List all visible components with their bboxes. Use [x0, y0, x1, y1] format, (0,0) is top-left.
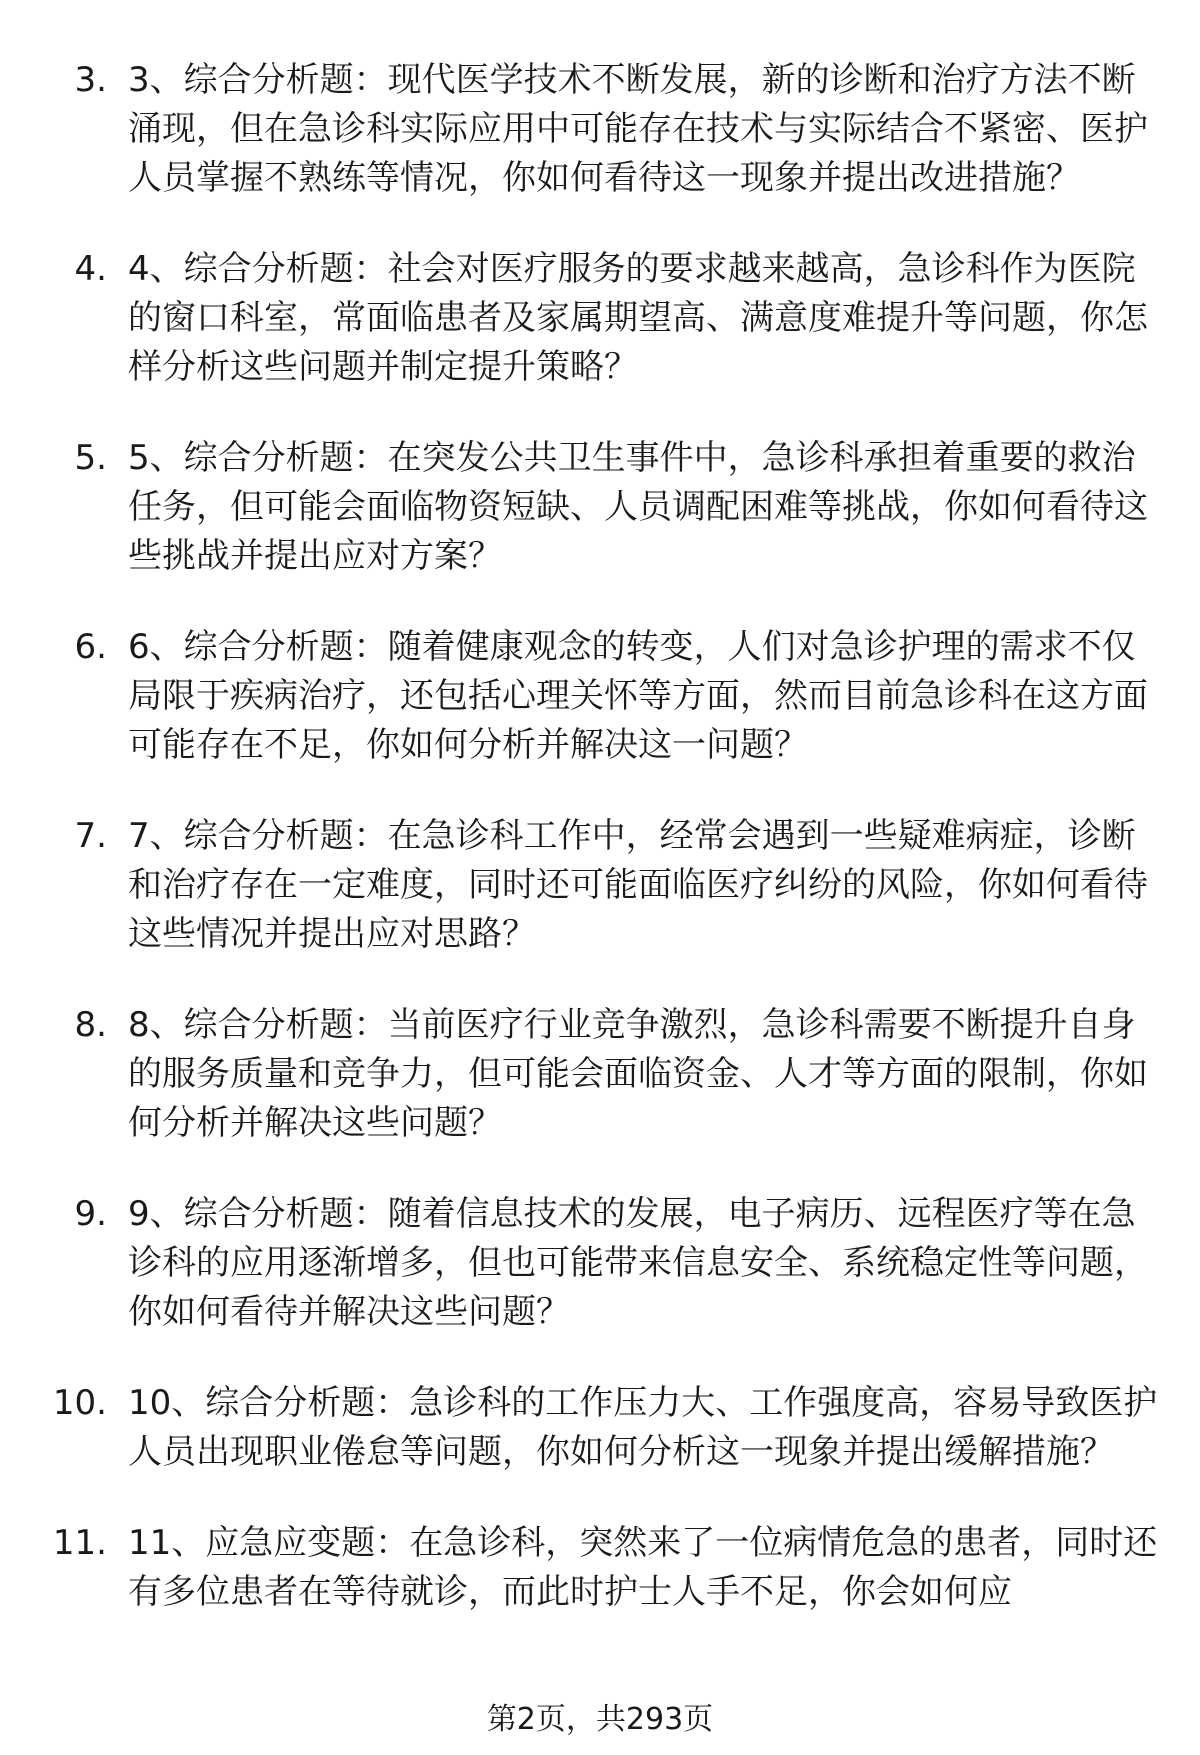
- question-item-9: [0, 1190, 1200, 1337]
- question-number: 5.: [74, 438, 107, 478]
- question-item-7: [0, 812, 1200, 959]
- question-number: 3.: [74, 60, 107, 100]
- question-text: 5、综合分析题：在突发公共卫生事件中，急诊科承担着重要的救治任务，但可能会面临物资短缺、人员调配困难等挑战，你如何看待这些挑战并提出应对方案？: [128, 438, 1148, 576]
- question-number: 10.: [52, 1383, 107, 1423]
- question-number: 6.: [74, 627, 107, 667]
- question-number: 4.: [74, 249, 107, 289]
- question-text: 3、综合分析题：现代医学技术不断发展，新的诊断和治疗方法不断涌现，但在急诊科实际应用中可能存在技术与实际结合不紧密、医护人员掌握不熟练等情况，你如何看待这一现象并提出改进措施？: [128, 60, 1148, 198]
- question-number: 7.: [74, 816, 107, 856]
- question-text: 9、综合分析题：随着信息技术的发展，电子病历、远程医疗等在急诊科的应用逐渐增多，但也可能带来信息安全、系统稳定性等问题，你如何看待并解决这些问题？: [128, 1194, 1148, 1332]
- question-number: 11.: [52, 1523, 107, 1563]
- question-text: 11、应急应变题：在急诊科，突然来了一位病情危急的患者，同时还有多位患者在等待就诊，而此时护士人手不足，你会如何应: [128, 1523, 1158, 1612]
- page-footer: 第2页，共293页: [486, 1702, 714, 1737]
- question-number: 8.: [74, 1005, 107, 1045]
- question-list: [0, 56, 1200, 1659]
- question-item-10: [0, 1379, 1200, 1477]
- question-item-8: [0, 1001, 1200, 1148]
- question-text: 6、综合分析题：随着健康观念的转变，人们对急诊护理的需求不仅局限于疾病治疗，还包括心理关怀等方面，然而目前急诊科在这方面可能存在不足，你如何分析并解决这一问题？: [128, 627, 1148, 765]
- question-item-4: [0, 245, 1200, 392]
- question-number: 9.: [74, 1194, 107, 1234]
- question-item-6: [0, 623, 1200, 770]
- question-text: 10、综合分析题：急诊科的工作压力大、工作强度高，容易导致医护人员出现职业倦怠等问题，你如何分析这一现象并提出缓解措施？: [128, 1383, 1158, 1472]
- question-item-3: [0, 56, 1200, 203]
- question-text: 7、综合分析题：在急诊科工作中，经常会遇到一些疑难病症，诊断和治疗存在一定难度，同时还可能面临医疗纠纷的风险，你如何看待这些情况并提出应对思路？: [128, 816, 1148, 954]
- question-text: 8、综合分析题：当前医疗行业竞争激烈，急诊科需要不断提升自身的服务质量和竞争力，但可能会面临资金、人才等方面的限制，你如何分析并解决这些问题？: [128, 1005, 1148, 1143]
- question-item-11: [0, 1519, 1200, 1617]
- question-text: 4、综合分析题：社会对医疗服务的要求越来越高，急诊科作为医院的窗口科室，常面临患者及家属期望高、满意度难提升等问题，你怎样分析这些问题并制定提升策略？: [128, 249, 1148, 387]
- question-item-5: [0, 434, 1200, 581]
